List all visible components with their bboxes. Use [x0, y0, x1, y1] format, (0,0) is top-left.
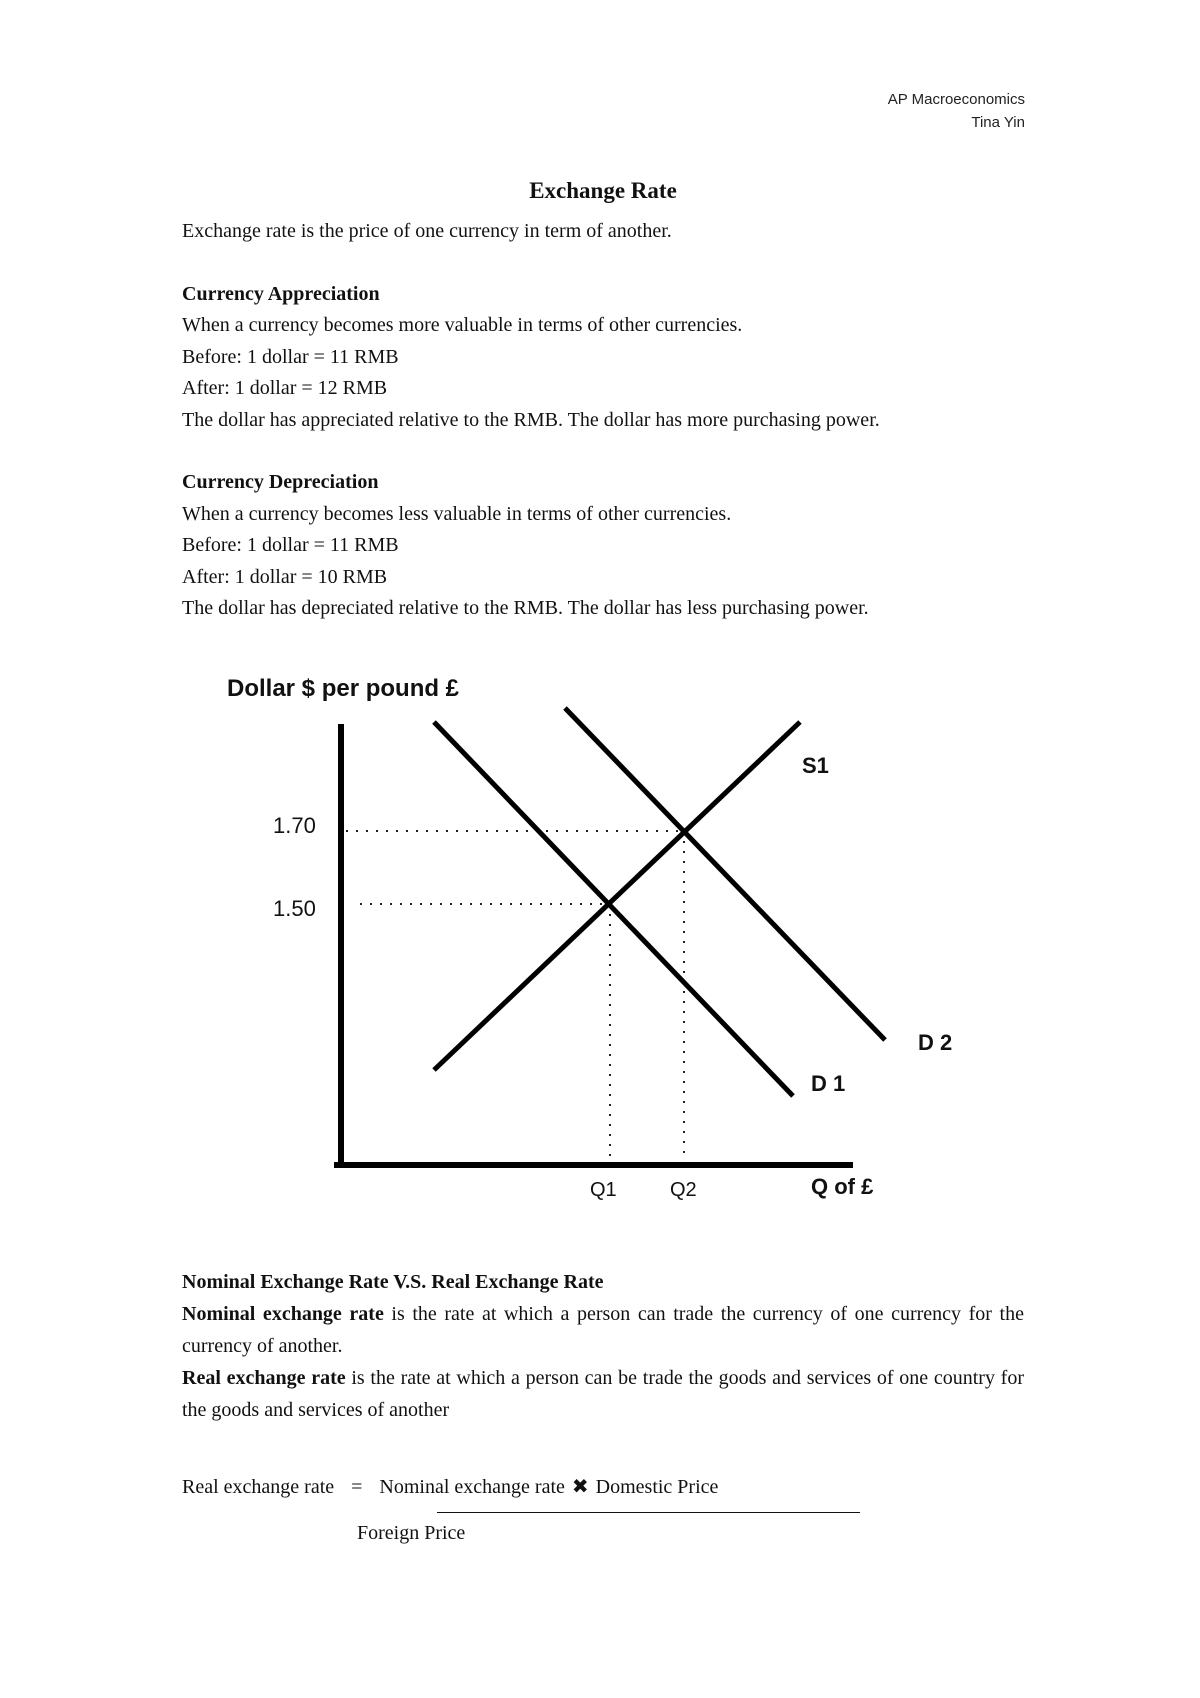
x-axis-label: Q of £ [811, 1174, 874, 1199]
appreciation-heading: Currency Appreciation [182, 282, 380, 305]
demand-curve-d2 [565, 708, 885, 1040]
y-tick-150: 1.50 [273, 896, 316, 921]
multiply-icon: ✖ [571, 1476, 589, 1498]
depreciation-after: After: 1 dollar = 10 RMB [182, 565, 388, 588]
appreciation-summary: The dollar has appreciated relative to the RMB. The dollar has more purchasing power. [182, 408, 880, 431]
intro-text: Exchange rate is the price of one currency in term of another. [182, 220, 672, 242]
formula-lhs: Real exchange rate [182, 1476, 335, 1498]
y-axis-label: Dollar $ per pound £ [227, 675, 460, 702]
appreciation-after: After: 1 dollar = 12 RMB [182, 377, 388, 399]
formula-numerator-a: Nominal exchange rate [379, 1476, 565, 1498]
nominal-def-text: is the rate at which a person can trade the currency of one currency for the currency of another. [182, 1303, 1024, 1357]
real-term: Real exchange rate [182, 1367, 346, 1389]
d1-label: D 1 [811, 1071, 846, 1096]
formula-equals: = [351, 1476, 363, 1498]
y-tick-170: 1.70 [273, 813, 316, 838]
page-title: Exchange Rate [529, 178, 677, 203]
depreciation-heading: Currency Depreciation [182, 471, 379, 493]
x-tick-q1: Q1 [590, 1179, 617, 1201]
fraction-bar [437, 1512, 860, 1513]
depreciation-summary: The dollar has depreciated relative to the RMB. The dollar has less purchasing power. [182, 597, 869, 619]
nominal-real-section [182, 1266, 1024, 1426]
x-tick-q2: Q2 [670, 1179, 697, 1201]
d2-label: D 2 [918, 1030, 953, 1055]
appreciation-before: Before: 1 dollar = 11 RMB [182, 345, 399, 368]
nominal-term: Nominal exchange rate [182, 1303, 384, 1325]
course-name: AP Macroeconomics [887, 91, 1025, 108]
formula-numerator-b: Domestic Price [595, 1476, 719, 1498]
formula [182, 1474, 718, 1499]
appreciation-definition: When a currency becomes more valuable in terms of other currencies. [182, 314, 743, 336]
s1-label: S1 [802, 753, 829, 778]
real-def-text: is the rate at which a person can be trade the goods and services of one country for the goods and services of another [182, 1367, 1025, 1421]
author-name: Tina Yin [971, 114, 1025, 131]
real-definition [182, 1362, 1024, 1426]
depreciation-definition: When a currency becomes less valuable in terms of other currencies. [182, 502, 732, 525]
formula-denominator: Foreign Price [357, 1522, 466, 1544]
depreciation-before: Before: 1 dollar = 11 RMB [182, 534, 399, 556]
nominal-real-heading: Nominal Exchange Rate V.S. Real Exchange Rate [182, 1271, 604, 1293]
nominal-definition [182, 1298, 1024, 1362]
